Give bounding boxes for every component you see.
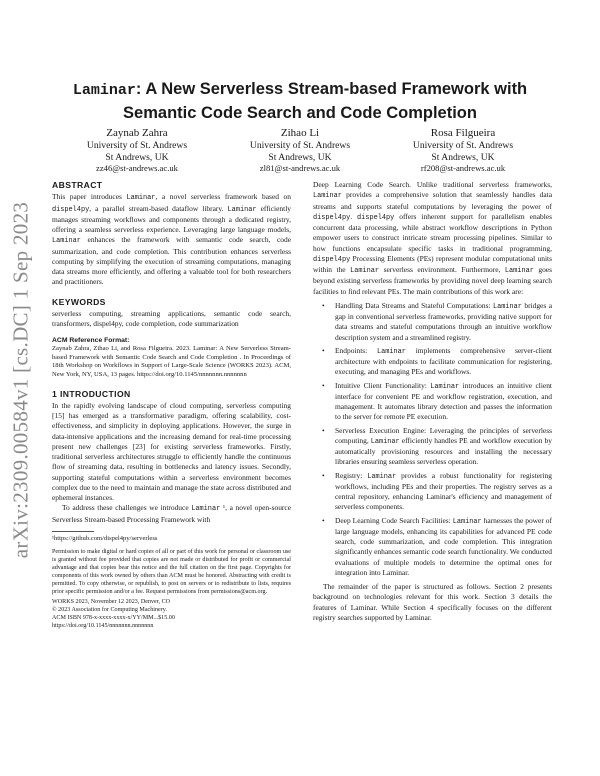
author-affiliation: University of St. Andrews (412, 140, 514, 151)
abstract-text: This paper introduces Laminar, a novel serverless framework based on dispel4py, a parallel stream-based dataflow library. Laminar efficiently manages streaming workflows and components through a dedicated registry, offering a seamless serverless experience. Leveraging large language models, Laminar enhances the framework with semantic code search, code summarization, and code completion. This contribution enhances serverless computing by simplifying the execution of streaming computations, managing data streams more efficiently, and offering a valuable tool for both researchers and practitioners. (52, 192, 291, 287)
author-affiliation: University of St. Andrews (86, 140, 188, 151)
keywords-text: serverless computing, streaming applications, semantic code search, transformers, dispel4py, code completion, code summarization (52, 308, 291, 328)
author-email[interactable]: zl81@st-andrews.ac.uk (259, 163, 341, 174)
left-column (52, 180, 291, 631)
author-block (388, 127, 538, 175)
conference-info (52, 599, 291, 631)
list-item: • Intuitive Client Functionality: Laminar introduces an intuitive client interface for convenient PE and workflow registration, execution, and management. It automates library detection and passes the information to the server for remote PE execution. (322, 380, 552, 422)
footnote[interactable]: ¹https://github.com/dispel4py/serverless (52, 534, 158, 542)
intro-continued: Deep Learning Code Search. Unlike traditional serverless frameworks, Laminar provides a comprehensive solution that seamlessly handles data streams and supports stateful computations by leveraging the power of dispel4py. dispel4py offers inherent support for parallelism enables concurrent data processing, while abstract workflow descriptions in Python empower users to construct intricate stream processing pipelines. Similar to how functions encapsulate specific tasks in traditional programming, dispel4py Processing Elements (PEs) represent modular computational units within the Laminar serverless environment. Furthermore, Laminar goes beyond existing serverless frameworks by providing novel deep learning search facilities to find relevant PEs. The main contributions of this work are: (313, 180, 552, 296)
contributions-list (313, 301, 552, 578)
title-system-name: Laminar (72, 82, 136, 99)
author-block (62, 127, 212, 175)
doi-link[interactable]: https://doi.org/10.1145/nnnnnnn.nnnnnnn (52, 622, 154, 629)
arxiv-identifier: arXiv:2309.00584v1 [cs.DC] 1 Sep 2023 (8, 201, 33, 559)
isbn-line: ACM ISBN 978-x-xxxx-xxxx-x/YY/MM...$15.00 (52, 614, 175, 621)
author-name: Zaynab Zahra (106, 127, 168, 139)
author-affiliation: University of St. Andrews (249, 140, 351, 151)
title-text: : A New Serverless Stream-based Framework with Semantic Code Search and Code Completion (123, 80, 528, 122)
conference-line: WORKS 2023, November 12 2023, Denver, CO (52, 598, 171, 605)
abstract-heading: ABSTRACT (52, 180, 103, 190)
author-location: St Andrews, UK (431, 151, 495, 163)
list-item: • Handling Data Streams and Stateful Computations: Laminar bridges a gap in conventional serverless frameworks, providing native support for data streams and stateful computations through an intuitive workflow description system and a streamlined registry. (322, 300, 552, 342)
permission-notice: Permission to make digital or hard copies of all or part of this work for personal or classroom use is granted without fee provided that copies are not made or distributed for profit or commercial advantage and that copies bear this notice and the full citation on the first page. Copyrights for components of this work owned by others than ACM must be honored. Abstracting with credit is permitted. To copy otherwise, or republish, to post on servers or to redistribute to lists, requires prior specific permission and/or a fee. Request permissions from permissions@acm.org. (52, 549, 291, 595)
author-name: Rosa Filgueira (430, 127, 496, 139)
acm-reference-text: Zaynab Zahra, Zihao Li, and Rosa Filgueira. 2023. Laminar: A New Serverless Stream-based Framework with Semantic Code Search and Code Completion . In Proceedings of 18th Workshop on Workflows in Support of Large-Scale Science (WORKS 2023). ACM, New York, NY, USA, 13 pages. https://doi.org/10.1145/nnnnnnn.nnnnnnn (52, 345, 291, 379)
author-block (225, 127, 375, 175)
right-column (313, 180, 552, 623)
author-list (62, 127, 538, 175)
footnote-divider (52, 531, 94, 532)
introduction-heading: 1 INTRODUCTION (52, 388, 131, 399)
list-item: • Deep Learning Code Search Facilities: Laminar harnesses the power of large language models, enhancing its capabilities for advanced PE code search, code summarization, and code completion. This integration significantly enhances semantic code search functionality. We conducted evaluations of multiple models to determine the optimal ones for integration into Laminar. (322, 515, 552, 577)
intro-paragraph: In the rapidly evolving landscape of cloud computing, serverless computing [15] has emerged as a transformative paradigm, offering scalability, cost-effectiveness, and simplicity in deploying applications. However, the surge in data-intensive applications and the increasing demand for real-time processing present new challenges [23] for existing serverless frameworks. Firstly, traditional serverless architectures struggle to efficiently handle the continuous flow of streaming data, resulting in bottlenecks and latency issues. Secondly, supporting stateful computations within a serverless environment becomes complex due to the need to maintain and manage the state across distributed and ephemeral instances. (52, 400, 291, 503)
author-email[interactable]: zz46@st-andrews.ac.uk (96, 163, 178, 174)
remainder-paragraph: The remainder of the paper is structured as follows. Section 2 presents background on technologies relevant for this work. Section 3 details the features of Laminar. While Section 4 specifically focuses on the different registry searches supported by Laminar. (313, 582, 552, 622)
acm-reference-heading: ACM Reference Format: (52, 337, 130, 345)
list-item: • Serverless Execution Engine: Leveraging the principles of serverless computing, Laminar efficiently handles PE and workflow execution by automatically provisioning resources and installing the necessary libraries ensuring seamless serverless operation. (322, 425, 552, 467)
author-name: Zihao Li (280, 127, 320, 139)
intro-paragraph: To address these challenges we introduce Laminar ¹, a novel open-source Serverless Stream-based Processing Framework with (52, 503, 291, 524)
copyright-line: © 2023 Association for Computing Machinery. (52, 606, 167, 613)
paper-title (60, 78, 540, 124)
author-email[interactable]: rf208@st-andrews.ac.uk (420, 163, 506, 174)
list-item: • Endpoints: Laminar implements comprehensive server-client architecture with endpoints to facilitate communication for registering, executing, and managing PEs and workflows. (322, 345, 552, 377)
author-location: St Andrews, UK (105, 151, 169, 163)
keywords-heading: KEYWORDS (52, 296, 106, 307)
list-item: • Registry: Laminar provides a robust functionality for registering workflows, including PEs and their properties. The registry serves as a central repository, enhancing Laminar's efficiency and management of serverless components. (322, 470, 552, 512)
author-location: St Andrews, UK (268, 151, 332, 163)
